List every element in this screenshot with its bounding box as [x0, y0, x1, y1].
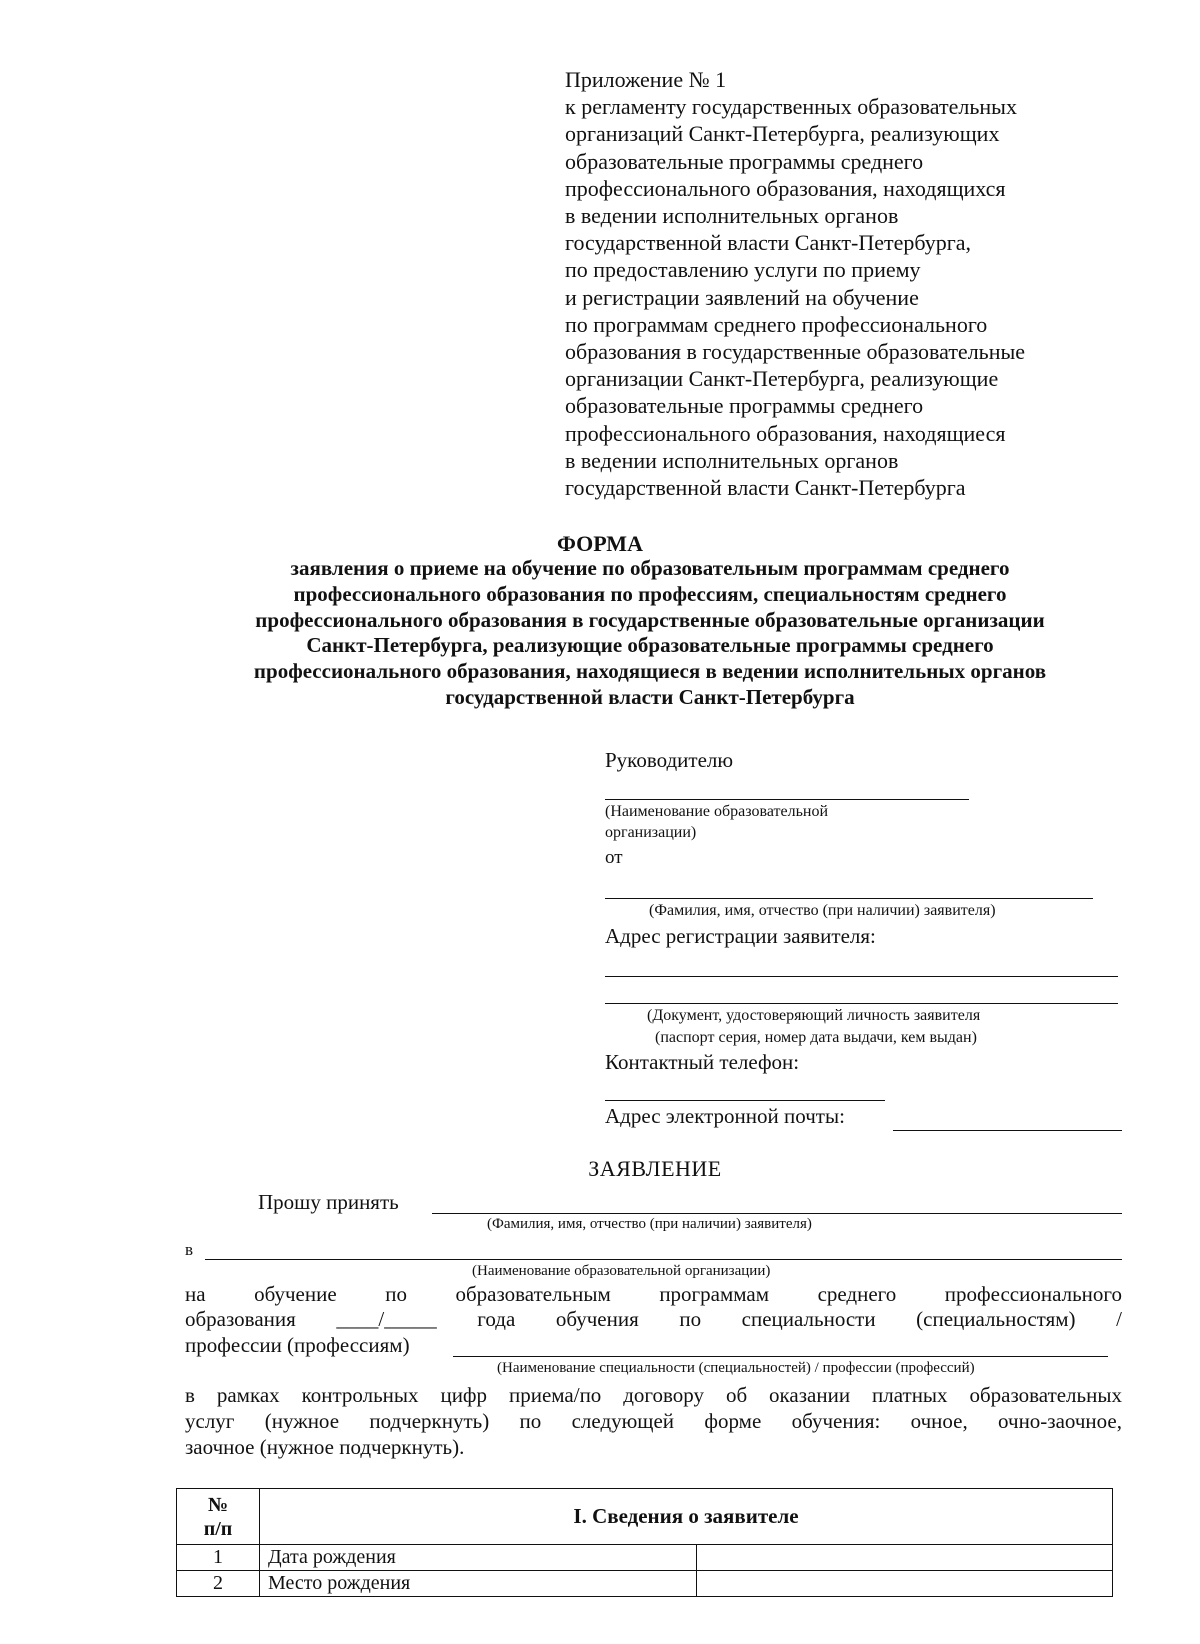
appendix-line: и регистрации заявлений на обучение	[565, 284, 919, 310]
appendix-line: образования в государственные образовательные	[565, 339, 1026, 365]
appendix-line: по предоставлению услуги по приему	[565, 257, 921, 283]
phone-line[interactable]	[605, 1100, 885, 1101]
target-org-line[interactable]	[205, 1259, 1122, 1260]
fio-caption: (Фамилия, имя, отчество (при наличии) заявителя)	[649, 902, 996, 919]
from-label: от	[605, 847, 623, 868]
row-num: 1	[177, 1545, 260, 1571]
org-name-line[interactable]	[605, 799, 969, 800]
statement-line: услуг (нужное подчеркнуть) по следующей форме обучения: очное, очно-заочное,	[185, 1409, 1122, 1433]
specialty-caption: (Наименование специальности (специальностей) / профессии (профессий)	[497, 1360, 975, 1376]
statement-line: образования ____/_____ года обучения по специальности (специальностям) /	[185, 1307, 1122, 1331]
id-document-line[interactable]	[605, 1003, 1118, 1004]
to-head-label: Руководителю	[605, 748, 734, 772]
row-label: Дата рождения	[260, 1545, 697, 1571]
phone-label: Контактный телефон:	[605, 1050, 800, 1074]
form-subtitle-line: государственной власти Санкт-Петербурга	[445, 684, 855, 709]
form-subtitle-line: профессионального образования по профессиям, специальностям среднего	[293, 581, 1007, 606]
table-row	[177, 1571, 1113, 1597]
address-line[interactable]	[605, 976, 1118, 977]
appendix-line: государственной власти Санкт-Петербурга	[565, 475, 966, 501]
specialty-line[interactable]	[453, 1356, 1108, 1357]
section-title: I. Сведения о заявителе	[260, 1489, 1113, 1545]
form-subtitle-line: Санкт-Петербурга, реализующие образовательные программы среднего	[306, 633, 994, 658]
org-caption: организации)	[605, 824, 697, 841]
table-header-row	[177, 1489, 1113, 1545]
appendix-line: в ведении исполнительных органов	[565, 203, 899, 229]
applicant-info-table	[176, 1488, 1113, 1597]
form-subtitle	[180, 556, 1120, 711]
row-num: 2	[177, 1571, 260, 1597]
appendix-line: образовательные программы среднего	[565, 148, 924, 174]
in-label: в	[185, 1240, 194, 1259]
statement-line: в рамках контрольных цифр приема/по договору об оказании платных образовательных	[185, 1383, 1122, 1407]
appendix-line: Приложение № 1	[565, 67, 727, 92]
form-subtitle-line: профессионального образования в государственные образовательные организации	[255, 607, 1045, 632]
appendix-line: образовательные программы среднего	[565, 393, 924, 419]
appendix-line: организаций Санкт-Петербурга, реализующих	[565, 121, 1000, 147]
appendix-line: профессионального образования, находящихся	[565, 175, 1006, 201]
num-header: № п/п	[177, 1489, 260, 1545]
appendix-line: государственной власти Санкт-Петербурга,	[565, 230, 972, 256]
email-label: Адрес электронной почты:	[605, 1104, 845, 1128]
profession-label: профессии (профессиям)	[185, 1333, 410, 1357]
appendix-line: к регламенту государственных образовательных	[565, 94, 1017, 120]
form-title: ФОРМА	[557, 531, 643, 556]
birth-date-cell[interactable]	[697, 1545, 1113, 1571]
appendix-line: по программам среднего профессионального	[565, 311, 988, 337]
student-fio-caption: (Фамилия, имя, отчество (при наличии) заявителя)	[487, 1216, 812, 1232]
statement-line: на обучение по образовательным программам среднего профессионального	[185, 1282, 1122, 1306]
row-label: Место рождения	[260, 1571, 697, 1597]
doc-caption: (Документ, удостоверяющий личность заявителя	[647, 1007, 981, 1024]
birth-place-cell[interactable]	[697, 1571, 1113, 1597]
appendix-line: в ведении исполнительных органов	[565, 447, 899, 473]
org-caption: (Наименование образовательной	[605, 803, 829, 820]
doc-caption: (паспорт серия, номер дата выдачи, кем выдан)	[655, 1029, 977, 1046]
table-row	[177, 1545, 1113, 1571]
form-subtitle-line: заявления о приеме на обучение по образовательным программам среднего	[290, 556, 1010, 580]
target-org-caption: (Наименование образовательной организации)	[472, 1263, 771, 1279]
request-label: Прошу принять	[258, 1190, 399, 1214]
student-fio-line[interactable]	[432, 1213, 1122, 1214]
address-label: Адрес регистрации заявителя:	[605, 924, 876, 948]
form-subtitle-line: профессионального образования, находящиеся в ведении исполнительных органов	[253, 659, 1047, 684]
email-line[interactable]	[893, 1130, 1122, 1131]
appendix-line: профессионального образования, находящиеся	[565, 420, 1006, 446]
statement-title: ЗАЯВЛЕНИЕ	[588, 1156, 722, 1181]
appendix-block	[565, 66, 1085, 501]
appendix-line: организации Санкт-Петербурга, реализующие	[565, 366, 999, 392]
statement-line: заочное (нужное подчеркнуть).	[185, 1435, 465, 1459]
applicant-fio-line[interactable]	[605, 898, 1093, 899]
